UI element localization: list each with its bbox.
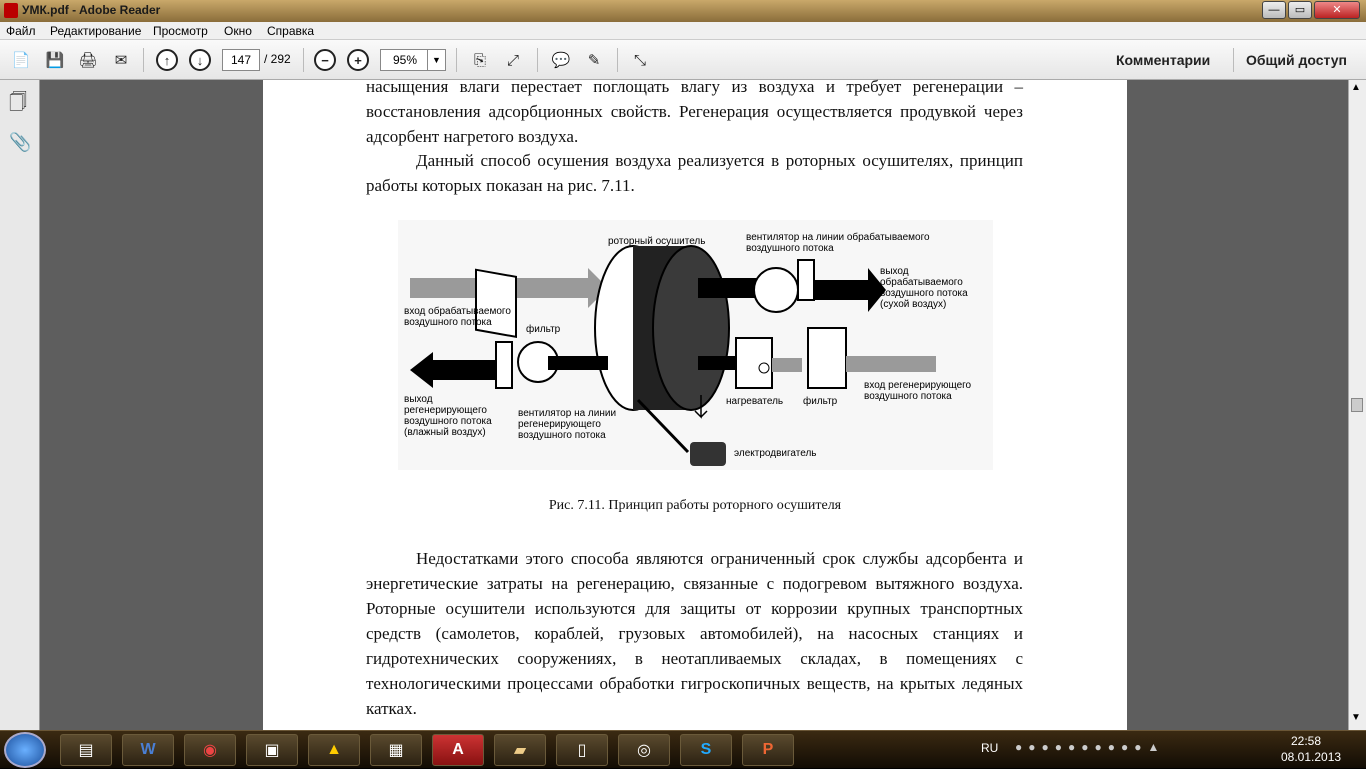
label-in-regen: вход регенерирующего воздушного потока xyxy=(864,380,972,402)
attachments-icon[interactable]: 📎 xyxy=(9,132,32,152)
highlight-icon[interactable]: ✎ xyxy=(587,52,601,69)
menu-file[interactable]: Файл xyxy=(6,24,36,38)
disc-icon[interactable]: ◎ xyxy=(618,734,670,766)
chevron-down-icon[interactable]: ▼ xyxy=(427,50,445,70)
menu-help[interactable]: Справка xyxy=(267,24,315,38)
email-icon[interactable]: ✉ xyxy=(114,52,128,69)
adobe-reader-app-icon xyxy=(4,3,18,18)
language-indicator[interactable]: RU xyxy=(981,741,999,755)
label-rotor: роторный осушитель xyxy=(608,236,706,247)
scroll-down-icon[interactable]: ▼ xyxy=(1351,712,1361,723)
fit-page-icon[interactable]: ⎘ xyxy=(473,51,486,69)
label-heater: нагреватель xyxy=(726,396,784,407)
label-filter-bottom: фильтр xyxy=(803,396,838,407)
document-area xyxy=(40,77,1348,730)
skype-icon[interactable]: S xyxy=(680,734,732,766)
chrome-icon[interactable]: ◉ xyxy=(184,734,236,766)
label-fan-bottom: вентилятор на линии регенерирующего воздушного потока xyxy=(518,408,617,441)
label-motor: электродвигатель xyxy=(734,448,817,459)
adobe-reader-icon[interactable]: A xyxy=(432,734,484,766)
scroll-up-icon[interactable]: ▲ xyxy=(1351,82,1361,93)
page-total: / 292 xyxy=(264,52,291,66)
close-button[interactable]: ✕ xyxy=(1314,1,1360,19)
minimize-button[interactable]: — xyxy=(1262,1,1286,19)
clock-time[interactable]: 22:58 xyxy=(1291,734,1322,748)
clock-date[interactable]: 08.01.2013 xyxy=(1281,750,1342,764)
powerpoint-icon[interactable]: P xyxy=(742,734,794,766)
menu-view[interactable]: Просмотр xyxy=(153,24,208,38)
paragraph-2: Данный способ осушения воздуха реализуется в роторных осушителях, принцип работы которых показан на рис. 7.11. xyxy=(366,151,1023,195)
paragraph-1: насыщения влаги перестает поглощать влагу из воздуха и требует регенерации – восстановления адсорбционных свойств. Регенерация осуществляется продувкой через адсорбент нагретого воздуха. xyxy=(366,77,1023,146)
scroll-thumb[interactable] xyxy=(1351,398,1363,412)
share-button[interactable]: Общий доступ xyxy=(1246,52,1347,68)
page-thumbnails-icon[interactable]: 🗍 xyxy=(9,92,27,112)
paragraph-3: Недостатками этого способа являются ограниченный срок службы адсорбента и энергетические затраты на регенерацию, связанные с подогревом вытяжного воздуха. Роторные осушители используются для защиты от коррозии крупных транспортных средств (самолетов, кораблей, грузовых автомобилей), на насосных станциях и гидротехнических сооружениях, в неотапливаемых складах, в помещениях с технологическими процессами обработки гигроскопичных веществ, на крытых ледяных катках. xyxy=(366,549,1023,718)
vertical-scrollbar[interactable] xyxy=(1348,80,1366,730)
maximize-button[interactable]: ▭ xyxy=(1288,1,1312,19)
window-title: УМК.pdf - Adobe Reader xyxy=(22,3,161,17)
taskbar xyxy=(0,730,1366,768)
folder-icon[interactable]: ▰ xyxy=(494,734,546,766)
start-button[interactable] xyxy=(4,732,46,768)
title-bar xyxy=(0,0,1366,22)
arrow-app-icon[interactable]: ▲ xyxy=(308,734,360,766)
menu-edit[interactable]: Редактирование xyxy=(50,24,142,38)
navigation-panel xyxy=(0,80,40,730)
save-disk-icon[interactable]: ▣ xyxy=(246,734,298,766)
word-icon[interactable]: W xyxy=(122,734,174,766)
zoom-value: 95% xyxy=(393,53,418,67)
tray-icons[interactable]: ●●●●●●●●●●▲ xyxy=(1015,740,1166,754)
zoom-out-button[interactable]: − xyxy=(312,48,338,72)
phone-icon[interactable]: ▯ xyxy=(556,734,608,766)
label-out-regen: выход регенерирующего воздушного потока (влажный воздух) xyxy=(404,394,492,438)
comment-icon[interactable]: 💬 xyxy=(551,52,571,69)
print-icon[interactable]: 🖨 xyxy=(78,52,98,69)
printer-app-icon[interactable]: ▤ xyxy=(60,734,112,766)
menu-bar xyxy=(0,22,1366,40)
figure-caption: Рис. 7.11. Принцип работы роторного осушителя xyxy=(548,498,842,513)
pdf-page xyxy=(263,77,1127,730)
label-fan-top: вентилятор на линии обрабатываемого воздушного потока xyxy=(746,232,930,254)
label-in-processed: вход обрабатываемого воздушного потока xyxy=(404,306,511,328)
zoom-in-button[interactable]: + xyxy=(345,48,371,72)
save-icon[interactable]: 💾 xyxy=(45,52,65,69)
label-out-processed: выход обрабатываемого воздушного потока (сухой воздух) xyxy=(880,266,968,310)
previous-page-button[interactable]: ↑ xyxy=(154,48,180,72)
page-number-input[interactable]: 147 xyxy=(222,49,260,71)
create-pdf-icon[interactable]: 📄 xyxy=(11,52,31,69)
fullscreen-icon[interactable]: ⤡ xyxy=(633,51,646,69)
next-page-button[interactable]: ↓ xyxy=(187,48,213,72)
menu-window[interactable]: Окно xyxy=(224,24,252,38)
rotary-dryer-figure xyxy=(398,220,993,470)
fit-width-icon[interactable]: ⤢ xyxy=(506,51,519,69)
zoom-select[interactable] xyxy=(380,49,446,71)
calculator-icon[interactable]: ▦ xyxy=(370,734,422,766)
label-filter-top: фильтр xyxy=(526,324,561,335)
comments-button[interactable]: Комментарии xyxy=(1116,52,1211,68)
